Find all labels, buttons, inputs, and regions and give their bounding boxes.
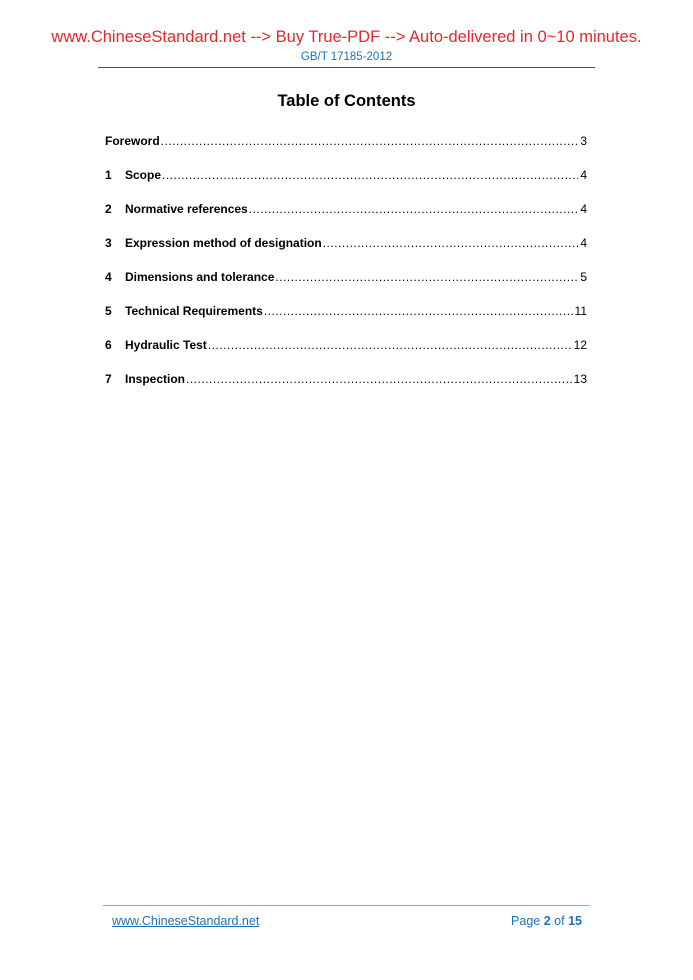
toc-entry-label: Expression method of designation — [125, 236, 322, 250]
toc-entry-page: 4 — [580, 236, 587, 250]
header-divider — [98, 67, 595, 68]
toc-entry-number: 1 — [105, 168, 112, 182]
toc-entry-dimensions[interactable] — [105, 270, 587, 304]
toc-leader-dots — [323, 236, 579, 250]
toc-title: Table of Contents — [277, 92, 416, 110]
toc-entry-page: 12 — [573, 338, 587, 352]
toc-entry-foreword[interactable] — [105, 134, 587, 168]
toc-entry-number: 4 — [105, 270, 112, 284]
toc-entry-technical-requirements[interactable] — [105, 304, 587, 338]
toc-entry-page: 5 — [580, 270, 587, 284]
toc-entry-number: 5 — [105, 304, 112, 318]
table-of-contents — [105, 134, 587, 406]
standard-code: GB/T 17185-2012 — [300, 51, 393, 63]
toc-entry-label: Hydraulic Test — [125, 338, 207, 352]
toc-entry-scope[interactable] — [105, 168, 587, 202]
toc-entry-label: Foreword — [105, 134, 160, 148]
toc-leader-dots — [161, 134, 579, 148]
page-indicator — [482, 914, 582, 928]
toc-entry-number: 6 — [105, 338, 112, 352]
toc-leader-dots — [264, 304, 573, 318]
promo-banner[interactable]: www.ChineseStandard.net --> Buy True-PDF --> Auto-delivered in 0~10 minutes. — [51, 28, 642, 46]
toc-entry-number: 7 — [105, 372, 112, 386]
toc-entry-label: Technical Requirements — [125, 304, 263, 318]
toc-entry-label: Scope — [125, 168, 162, 182]
toc-leader-dots — [208, 338, 572, 352]
toc-entry-number: 3 — [105, 236, 112, 250]
footer-website-link[interactable]: www.ChineseStandard.net — [112, 914, 260, 928]
page-separator: of — [554, 914, 565, 928]
toc-entry-label: Dimensions and tolerance — [125, 270, 275, 284]
toc-entry-inspection[interactable] — [105, 372, 587, 406]
toc-entry-normative-references[interactable] — [105, 202, 587, 236]
toc-entry-page: 4 — [580, 202, 587, 216]
page-prefix: Page — [511, 914, 541, 928]
toc-entry-page: 13 — [573, 372, 587, 386]
toc-leader-dots — [249, 202, 579, 216]
total-pages-number: 15 — [568, 914, 582, 928]
toc-leader-dots — [275, 270, 578, 284]
current-page-number: 2 — [543, 914, 551, 928]
toc-entry-number: 2 — [105, 202, 112, 216]
toc-entry-page: 3 — [580, 134, 587, 148]
toc-entry-label: Normative references — [125, 202, 248, 216]
toc-leader-dots — [186, 372, 572, 386]
toc-entry-page: 4 — [580, 168, 587, 182]
toc-leader-dots — [162, 168, 578, 182]
toc-entry-hydraulic-test[interactable] — [105, 338, 587, 372]
toc-entry-expression-method[interactable] — [105, 236, 587, 270]
toc-entry-page: 11 — [574, 304, 587, 318]
footer-divider — [103, 905, 590, 906]
toc-entry-label: Inspection — [125, 372, 186, 386]
